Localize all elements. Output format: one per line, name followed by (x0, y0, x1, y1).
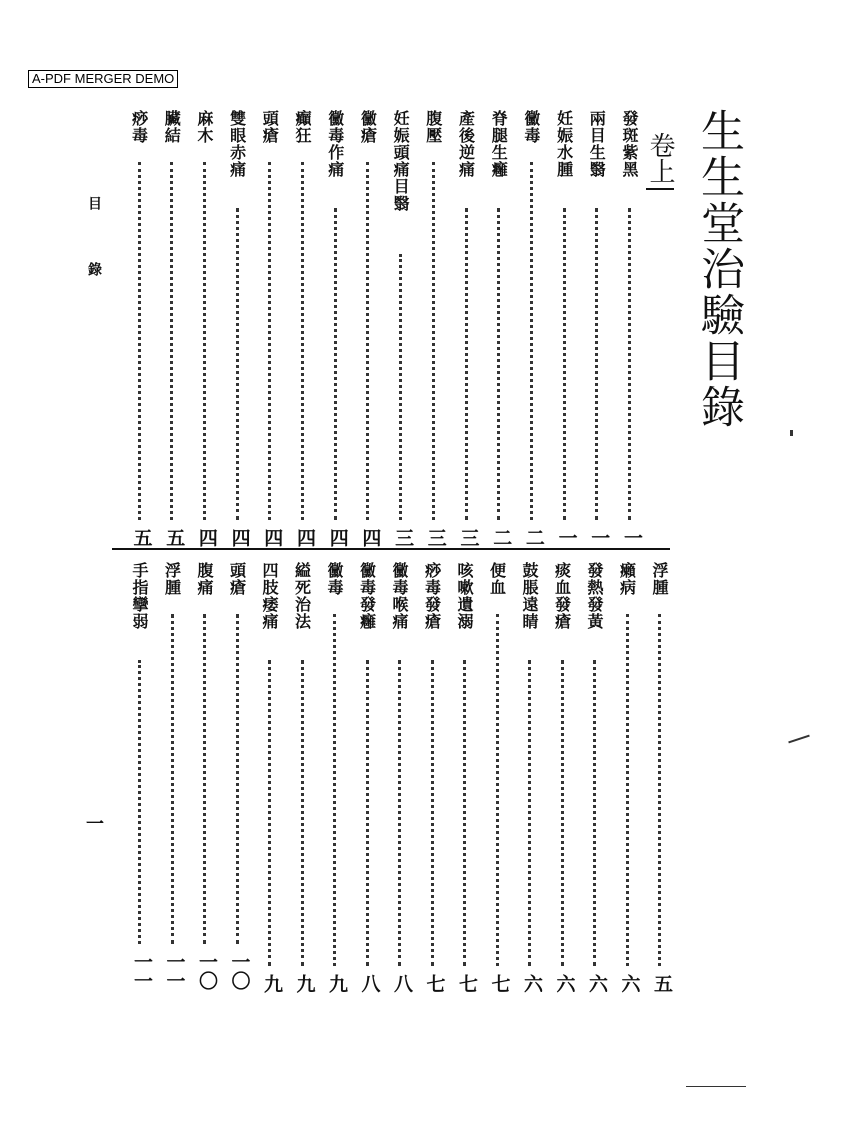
side-folio-number: 一 (86, 814, 104, 835)
toc-entry (618, 110, 642, 550)
toc-page-number: 三 (457, 527, 480, 547)
toc-entry-title: 發斑紫黑 (620, 110, 639, 178)
toc-page-number: 六 (553, 973, 576, 993)
toc-entry-title: 麻木 (194, 110, 214, 144)
toc-entry-title: 四肢痿痛 (260, 562, 279, 630)
toc-leader-dots (561, 660, 564, 966)
toc-page-number: 六 (521, 973, 543, 993)
toc-entry-title: 雙眼赤痛 (227, 110, 247, 178)
scan-speck (686, 1086, 746, 1087)
toc-page-number: 四 (228, 527, 251, 547)
toc-leader-dots (236, 208, 239, 520)
toc-page-number: 八 (391, 973, 413, 993)
toc-entry-title: 手指攣弱 (130, 562, 149, 630)
toc-entry (160, 110, 184, 550)
toc-entry-title: 黴毒 (521, 110, 541, 144)
toc-leader-dots (236, 614, 239, 944)
toc-page-number: 一〇 (196, 952, 218, 990)
toc-leader-dots (138, 162, 141, 520)
toc-entry (193, 562, 217, 996)
toc-leader-dots (593, 660, 596, 966)
toc-page-number: 七 (423, 973, 446, 993)
toc-entry (388, 562, 412, 996)
toc-entry (585, 110, 609, 550)
toc-leader-dots (497, 208, 500, 520)
toc-leader-dots (170, 162, 173, 520)
toc-entry (324, 110, 348, 550)
toc-leader-dots (366, 660, 369, 966)
toc-entry-title: 癩病 (617, 562, 637, 596)
toc-page-number: 七 (488, 973, 511, 993)
book-title: 生生堂治驗目錄 (693, 108, 744, 430)
toc-page-number: 一一 (163, 952, 186, 990)
toc-entry (226, 110, 250, 550)
toc-entry (583, 562, 607, 996)
toc-page-number: 五 (651, 973, 673, 993)
toc-leader-dots (171, 614, 174, 944)
side-label-mu: 目 (86, 196, 102, 210)
toc-entry-title: 腹痛 (195, 562, 214, 596)
toc-leader-dots (398, 660, 401, 966)
toc-entry-title: 縊死治法 (292, 562, 312, 630)
toc-leader-dots (658, 614, 661, 966)
toc-leader-dots (268, 660, 271, 966)
toc-page-number: 一 (555, 527, 578, 547)
toc-entry-title: 發熱發黃 (585, 562, 604, 630)
volume-label: 卷上 (646, 132, 674, 190)
toc-leader-dots (528, 660, 531, 966)
watermark-label: A-PDF MERGER DEMO (28, 70, 178, 88)
toc-page-number: 九 (326, 973, 348, 993)
toc-leader-dots (138, 660, 141, 944)
toc-page-number: 三 (424, 527, 447, 547)
toc-page-number: 四 (294, 527, 316, 547)
toc-entry-title: 癲狂 (293, 110, 312, 144)
toc-page-number: 一〇 (228, 952, 251, 990)
toc-leader-dots (432, 162, 435, 520)
toc-leader-dots (301, 660, 304, 966)
toc-entry-title: 兩目生翳 (587, 110, 607, 178)
toc-leader-dots (301, 162, 304, 520)
toc-page-number: 六 (586, 973, 608, 993)
toc-leader-dots (595, 208, 598, 520)
toc-entry (291, 562, 315, 996)
toc-entry (486, 562, 510, 996)
toc-leader-dots (496, 614, 499, 966)
toc-leader-dots (465, 208, 468, 520)
toc-entry-title: 痰血發瘡 (552, 562, 572, 630)
toc-leader-dots (463, 660, 466, 966)
toc-leader-dots (628, 208, 631, 520)
toc-leader-dots (626, 614, 629, 966)
toc-entry-title: 黴毒 (325, 562, 344, 596)
toc-page-number: 二 (490, 527, 513, 547)
toc-page-number: 五 (130, 527, 153, 547)
toc-entry (421, 562, 445, 996)
toc-entry (551, 562, 575, 996)
toc-page-number: 二 (522, 527, 545, 547)
toc-entry-title: 黴毒喉痛 (390, 562, 409, 630)
toc-entry (258, 110, 282, 550)
toc-page-number: 三 (392, 527, 415, 547)
toc-entry (128, 562, 152, 996)
toc-leader-dots (563, 208, 566, 520)
toc-page-number: 九 (293, 973, 316, 993)
toc-page-number: 八 (358, 973, 381, 993)
toc-leader-dots (399, 254, 402, 520)
toc-entry-title: 痧毒發瘡 (422, 562, 442, 630)
side-label-lu: 錄 (86, 262, 102, 276)
toc-entry-title: 腹壓 (423, 110, 443, 144)
toc-entry (520, 110, 544, 550)
toc-page-number: 四 (195, 527, 218, 547)
toc-entry (356, 562, 380, 996)
toc-entry (616, 562, 640, 996)
toc-entry (455, 110, 479, 550)
toc-entry-title: 黴毒發癰 (357, 562, 377, 630)
toc-entry-title: 浮腫 (162, 562, 182, 596)
toc-entry (193, 110, 217, 550)
toc-entry (226, 562, 250, 996)
toc-entry-title: 脊腿生癰 (489, 110, 509, 178)
toc-entry (356, 110, 380, 550)
toc-entry-title: 浮腫 (650, 562, 669, 596)
toc-entry (161, 562, 185, 996)
toc-leader-dots (333, 614, 336, 966)
toc-leader-dots (268, 162, 271, 520)
toc-page-number: 五 (163, 527, 186, 547)
toc-entry-title: 便血 (487, 562, 507, 596)
toc-entry-title: 妊娠水腫 (554, 110, 574, 178)
toc-entry (422, 110, 446, 550)
toc-entry-title: 妊娠頭痛目翳 (391, 110, 411, 212)
toc-entry-title: 頭瘡 (260, 110, 280, 144)
toc-entry (518, 562, 542, 996)
scan-speck (788, 735, 810, 744)
toc-entry-title: 鼓脹遠睛 (520, 562, 539, 630)
toc-entry-title: 產後逆痛 (456, 110, 476, 178)
toc-entry (389, 110, 413, 550)
toc-entry (487, 110, 511, 550)
toc-entry (648, 562, 672, 996)
toc-leader-dots (203, 162, 206, 520)
toc-entry (291, 110, 315, 550)
toc-page-number: 一一 (131, 952, 153, 990)
toc-page-number: 四 (359, 527, 382, 547)
toc-leader-dots (530, 162, 533, 520)
scan-speck (790, 430, 793, 436)
toc-leader-dots (203, 614, 206, 944)
toc-page-number: 一 (621, 527, 643, 547)
toc-page-number: 六 (618, 973, 641, 993)
toc-entry (128, 110, 152, 550)
toc-entry-title: 頭瘡 (227, 562, 247, 596)
toc-page-number: 四 (261, 527, 284, 547)
toc-page-number: 七 (456, 973, 478, 993)
toc-entry (553, 110, 577, 550)
toc-leader-dots (334, 208, 337, 520)
toc-page-number: 一 (588, 527, 611, 547)
toc-entry-title: 黴瘡 (358, 110, 378, 144)
toc-leader-dots (431, 660, 434, 966)
toc-page-number: 四 (326, 527, 349, 547)
toc-entry (453, 562, 477, 996)
toc-entry-title: 黴毒作痛 (325, 110, 345, 178)
toc-page-number: 九 (261, 973, 283, 993)
toc-entry-title: 痧毒 (129, 110, 149, 144)
toc-entry-title: 咳嗽遺溺 (455, 562, 474, 630)
toc-entry-title: 臟結 (162, 110, 182, 144)
toc-entry (323, 562, 347, 996)
toc-entry (258, 562, 282, 996)
toc-leader-dots (366, 162, 369, 520)
